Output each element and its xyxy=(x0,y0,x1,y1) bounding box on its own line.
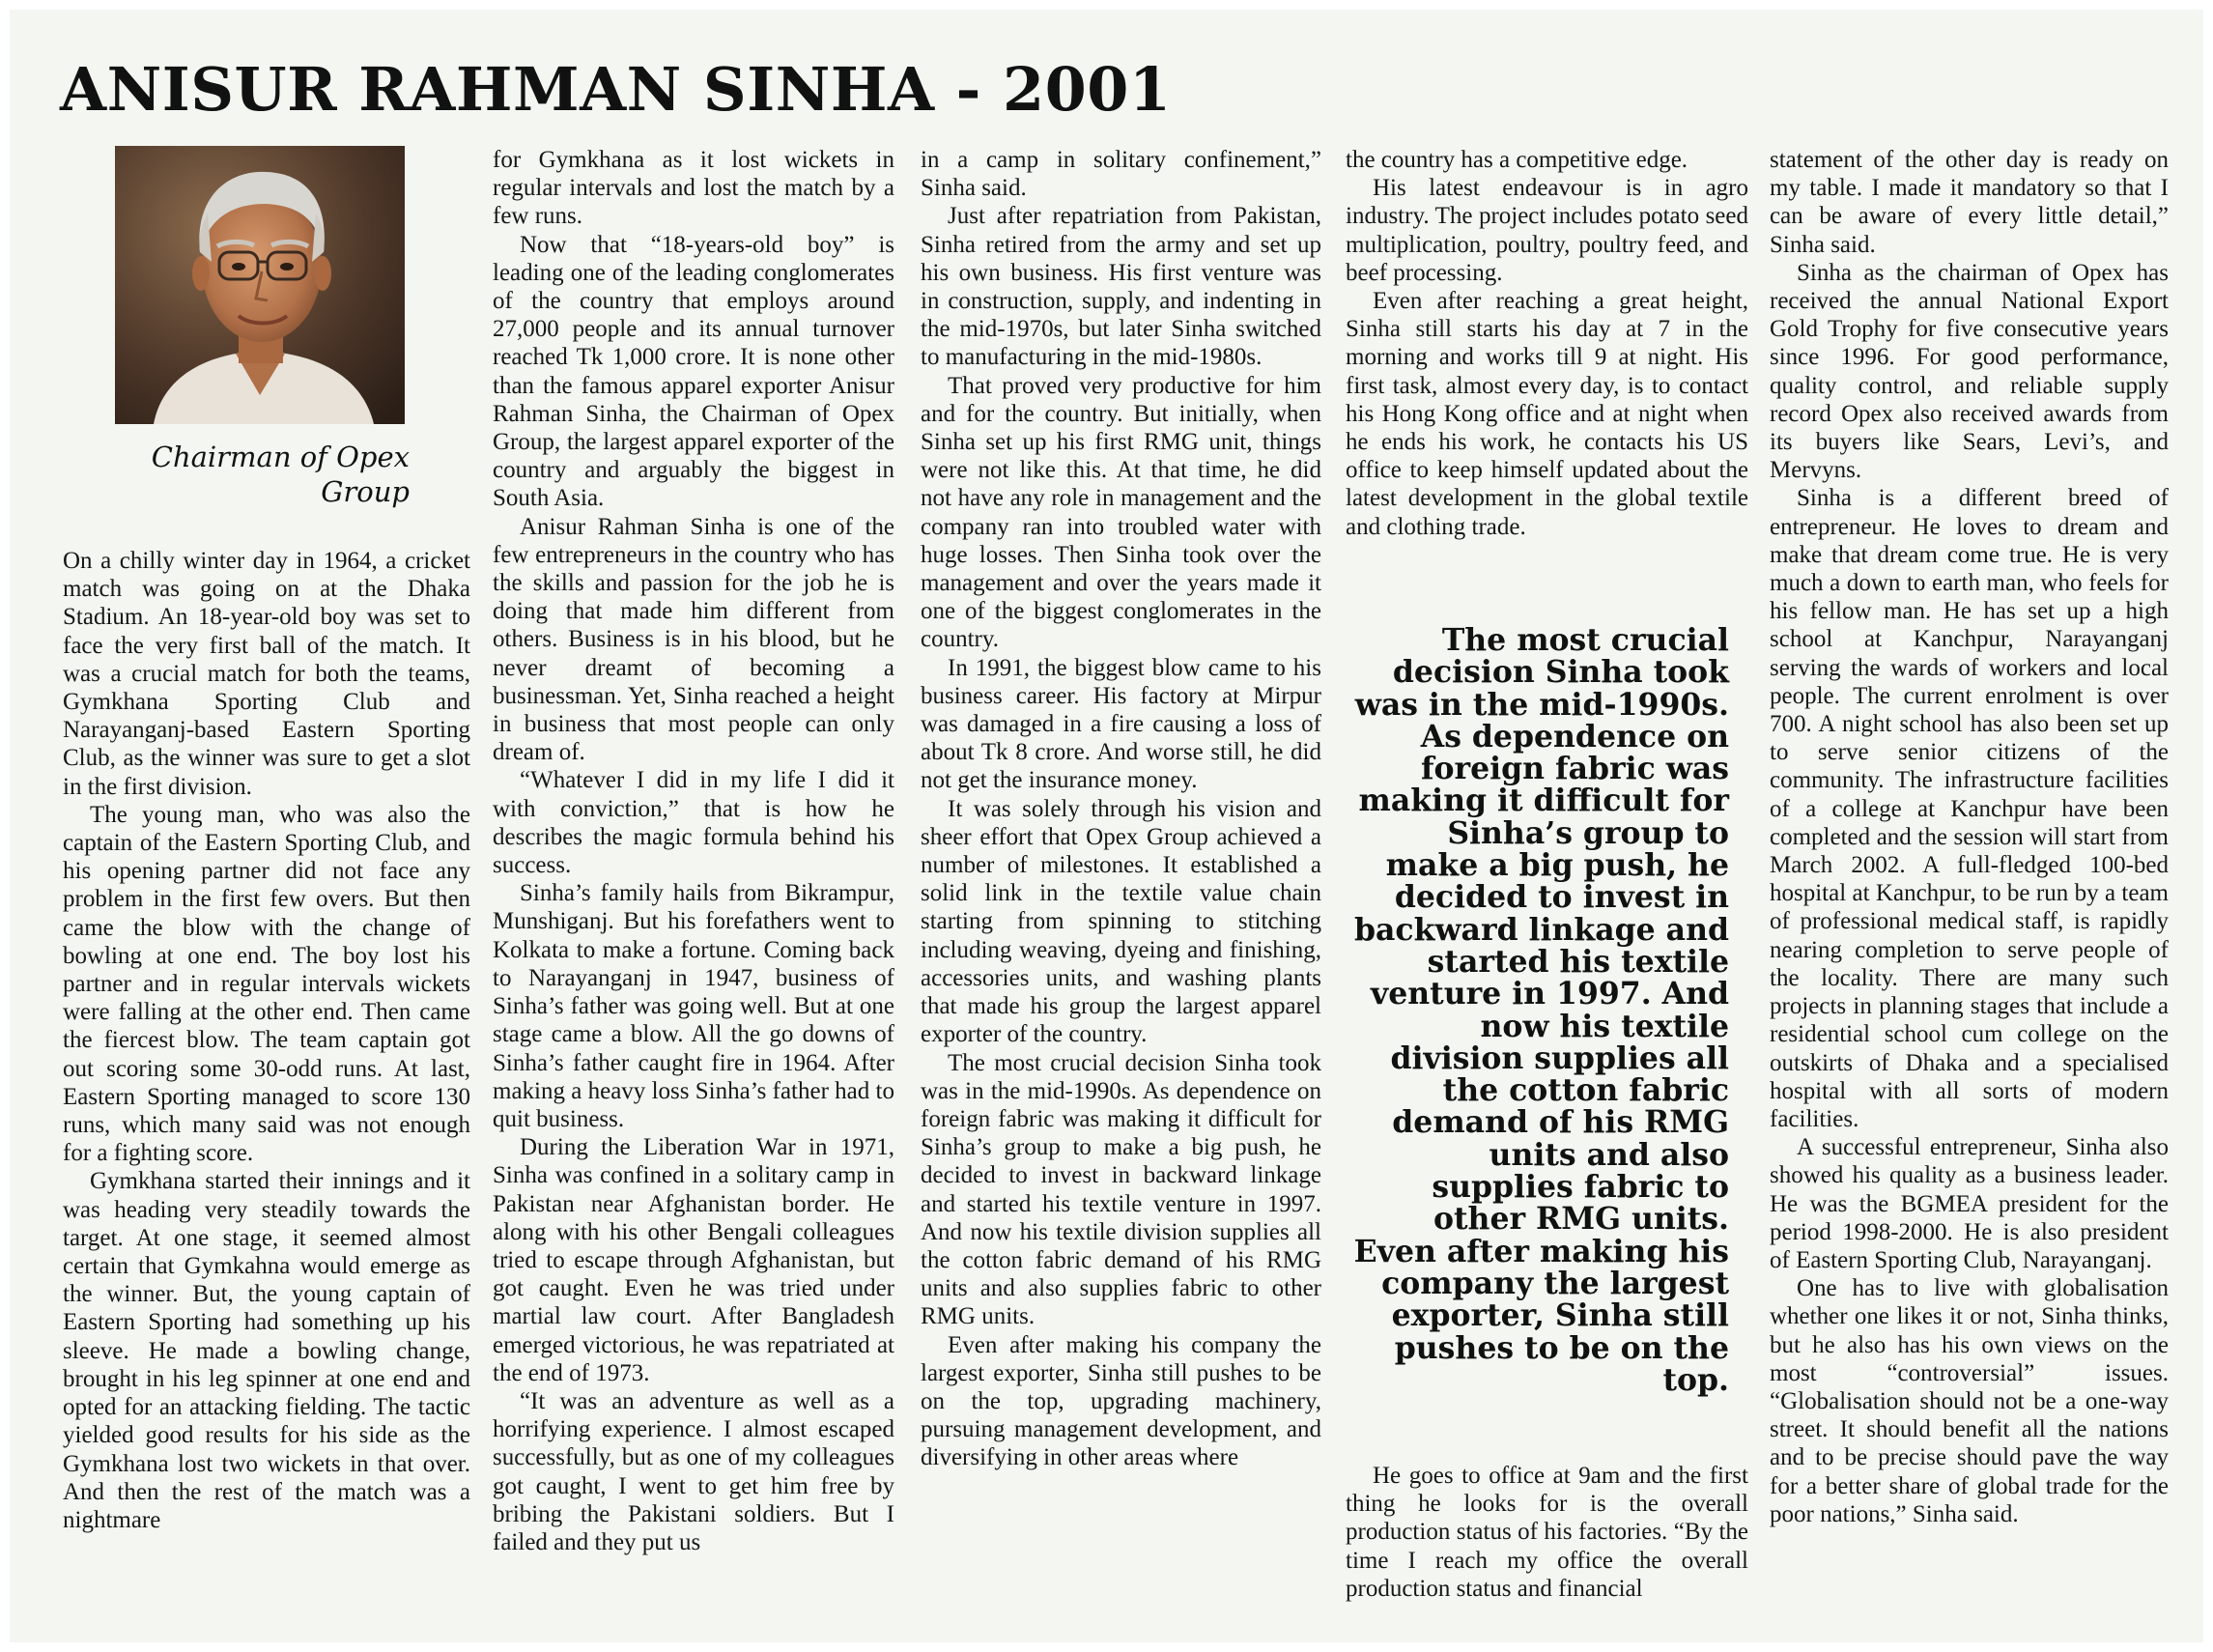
paragraph: The young man, who was also the captain of the Eastern Sporting Club, and his opening partner did not face any problem in the first few overs. But then came the blow with the change of bowling at one end. The boy lost his partner and in regular intervals wickets were falling at the other end. Then came the fiercest blow. The team captain got out scoring some 30-odd runs. At last, Eastern Sporting managed to score 130 runs, which many said was not enough for a fighting score. xyxy=(63,801,470,1167)
paragraph: That proved very productive for him and for the country. But initially, when Sinha set up his first RMG unit, things were not like this. At that time, he did not have any role in management and the company ran into troubled water with huge losses. Then Sinha took over the management and over the years made it one of the biggest conglomerates in the country. xyxy=(921,372,1321,653)
headline: ANISUR RAHMAN SINHA - 2001 xyxy=(60,54,1172,125)
paragraph: in a camp in solitary confinement,” Sinha said. xyxy=(921,147,1321,202)
paragraph: Even after making his company the largest exporter, Sinha still pushes to be on the top, upgrading machinery, pursuing management development, and diversifying in other areas where xyxy=(921,1331,1321,1471)
portrait-illustration xyxy=(115,146,405,424)
paragraph: Gymkhana started their innings and it was heading very steadily towards the target. At one stage, it seemed almost certain that Gymkahna would emerge as the winner. But, the young captain of Eastern Sporting had something up his sleeve. He made a bowling change, brought in his leg spinner at one end and opted for an attacking fielding. The tactic yielded good results for his side as the Gymkhana lost two wickets in that over. And then the rest of the match was a nightmare xyxy=(63,1168,470,1533)
paragraph: In 1991, the biggest blow came to his business career. His factory at Mirpur was damaged in a fire causing a loss of about Tk 8 crore. And worse still, he did not get the insurance money. xyxy=(921,654,1321,794)
article-page xyxy=(10,10,2203,1642)
paragraph: During the Liberation War in 1971, Sinha was confined in a solitary camp in Pakistan near Afghanistan border. He along with his other Bengali colleagues tried to escape through Afghanistan, but got caught. Even he was tried under martial law court. After Bangladesh emerged victorious, he was repatriated at the end of 1973. xyxy=(493,1134,894,1386)
article-column-2 xyxy=(493,146,894,1556)
paragraph: statement of the other day is ready on my table. I made it mandatory so that I can be aware of every little detail,” Sinha said. xyxy=(1770,147,2169,258)
paragraph: Sinha is a different breed of entrepreneur. He loves to dream and make that dream come true. He is very much a down to earth man, who feels for his fellow man. He has set up a high school at Kanchpur, Narayanganj serving the wards of workers and local people. The current enrolment is over 700. A night school has also been set up to serve senior citizens of the community. The infrastructure facilities of a college at Kanchpur have been completed and the session will start from March 2002. A full-fledged 100-bed hospital at Kanchpur, to be run by a team of professional medical staff, is rapidly nearing completion to serve people of the locality. There are many such projects in planning stages that include a residential school cum college on the outskirts of Dhaka and a specialised hospital with all sorts of modern facilities. xyxy=(1770,485,2169,1132)
paragraph: Even after reaching a great height, Sinha still starts his day at 7 in the morning and works till 9 at night. His first task, almost every day, is to contact his Hong Kong office and at night when he ends his work, he contacts his US office to keep himself updated about the latest development in the global textile and clothing trade. xyxy=(1346,288,1748,540)
article-column-1 xyxy=(63,547,470,1534)
paragraph: Anisur Rahman Sinha is one of the few entrepreneurs in the country who has the skills and passion for the job he is doing that made him different from others. Business is in his blood, but he never dreamt of becoming a businessman. Yet, Sinha reached a height in business that most people can only dream of. xyxy=(493,513,894,766)
article-column-4 xyxy=(1346,146,1748,541)
paragraph: His latest endeavour is in agro industry. The project includes potato seed multiplication, poultry, poultry feed, and beef processing. xyxy=(1346,175,1748,286)
paragraph: Now that “18-years-old boy” is leading one of the leading conglomerates of the country that employs around 27,000 people and its annual turnover reached Tk 1,000 crore. It is none other than the famous apparel exporter Anisur Rahman Sinha, the Chairman of Opex Group, the largest apparel exporter of the country and arguably the biggest in South Asia. xyxy=(493,231,894,512)
paragraph: Just after repatriation from Pakistan, Sinha retired from the army and set up his own business. His first venture was in construction, supply, and indenting in the mid-1970s, but later Sinha switched to manufacturing in the mid-1980s. xyxy=(921,203,1321,371)
paragraph: “It was an adventure as well as a horrifying experience. I almost escaped successfully, but as one of my colleagues got caught, I went to get him free by bribing the Pakistani soldiers. But I failed and they put us xyxy=(493,1387,894,1555)
pull-quote: The most crucial decision Sinha took was in the mid-1990s. As dependence on foreign fabric was making it difficult for Sinha’s group to make a big push, he decided to invest in backward linkage and started his textile venture in 1997. And now his textile division supplies all the cotton fabric demand of his RMG units and also supplies fabric to other RMG units. Even after making his company the largest exporter, Sinha still pushes to be on the top. xyxy=(1353,622,1729,1398)
portrait-photo xyxy=(115,146,405,424)
paragraph: Sinha’s family hails from Bikrampur, Munshiganj. But his forefathers went to Kolkata to make a fortune. Coming back to Narayanganj in 1947, business of Sinha’s father was going well. But at one stage came a blow. All the go downs of Sinha’s father caught fire in 1964. After making a heavy loss Sinha’s father had to quit business. xyxy=(493,880,894,1132)
paragraph: A successful entrepreneur, Sinha also showed his quality as a business leader. He was the BGMEA president for the period 1998-2000. He is also president of Eastern Sporting Club, Narayanganj. xyxy=(1770,1134,2169,1273)
paragraph: for Gymkhana as it lost wickets in regular intervals and lost the match by a few runs. xyxy=(493,147,894,230)
paragraph: “Whatever I did in my life I did it with conviction,” that is how he describes the magic formula behind his success. xyxy=(493,767,894,879)
paragraph: Sinha as the chairman of Opex has received the annual National Export Gold Trophy for five consecutive years since 1996. For good performance, quality control, and reliable supply record Opex also received awards from its buyers like Sears, Levi’s, and Mervyns. xyxy=(1770,259,2169,484)
article-column-5 xyxy=(1770,146,2169,1528)
paragraph: He goes to office at 9am and the first thing he looks for is the overall production status of his factories. “By the time I reach my office the overall production status and financial xyxy=(1346,1463,1748,1602)
article-column-4-bottom xyxy=(1346,1462,1748,1603)
paragraph: the country has a competitive edge. xyxy=(1346,147,1688,173)
paragraph: The most crucial decision Sinha took was in the mid-1990s. As dependence on foreign fabric was making it difficult for Sinha’s group to make a big push, he decided to invest in backward linkage and started his textile venture in 1997. And now his textile division supplies all the cotton fabric demand of his RMG units and also supplies fabric to other RMG units. xyxy=(921,1049,1321,1330)
paragraph: On a chilly winter day in 1964, a cricket match was going on at the Dhaka Stadium. An 18-year-old boy was set to face the very first ball of the match. It was a crucial match for both the teams, Gymkhana Sporting Club and Narayanganj-based Eastern Sporting Club, as the winner was sure to get a slot in the first division. xyxy=(63,548,470,800)
paragraph: It was solely through his vision and sheer effort that Opex Group achieved a number of milestones. It established a solid link in the textile value chain starting from spinning to stitching including weaving, dyeing and finishing, accessories units, and washing plants that made his group the largest apparel exporter of the country. xyxy=(921,795,1321,1048)
photo-caption: Chairman of Opex Group xyxy=(151,441,410,508)
paragraph: One has to live with globalisation whether one likes it or not, Sinha thinks, but he also has his own views on the most “controversial” issues. “Globalisation should not be a one-way street. It should benefit all the nations and to be precise should pave the way for a better share of global trade for the poor nations,” Sinha said. xyxy=(1770,1275,2169,1527)
article-column-3 xyxy=(921,146,1321,1472)
